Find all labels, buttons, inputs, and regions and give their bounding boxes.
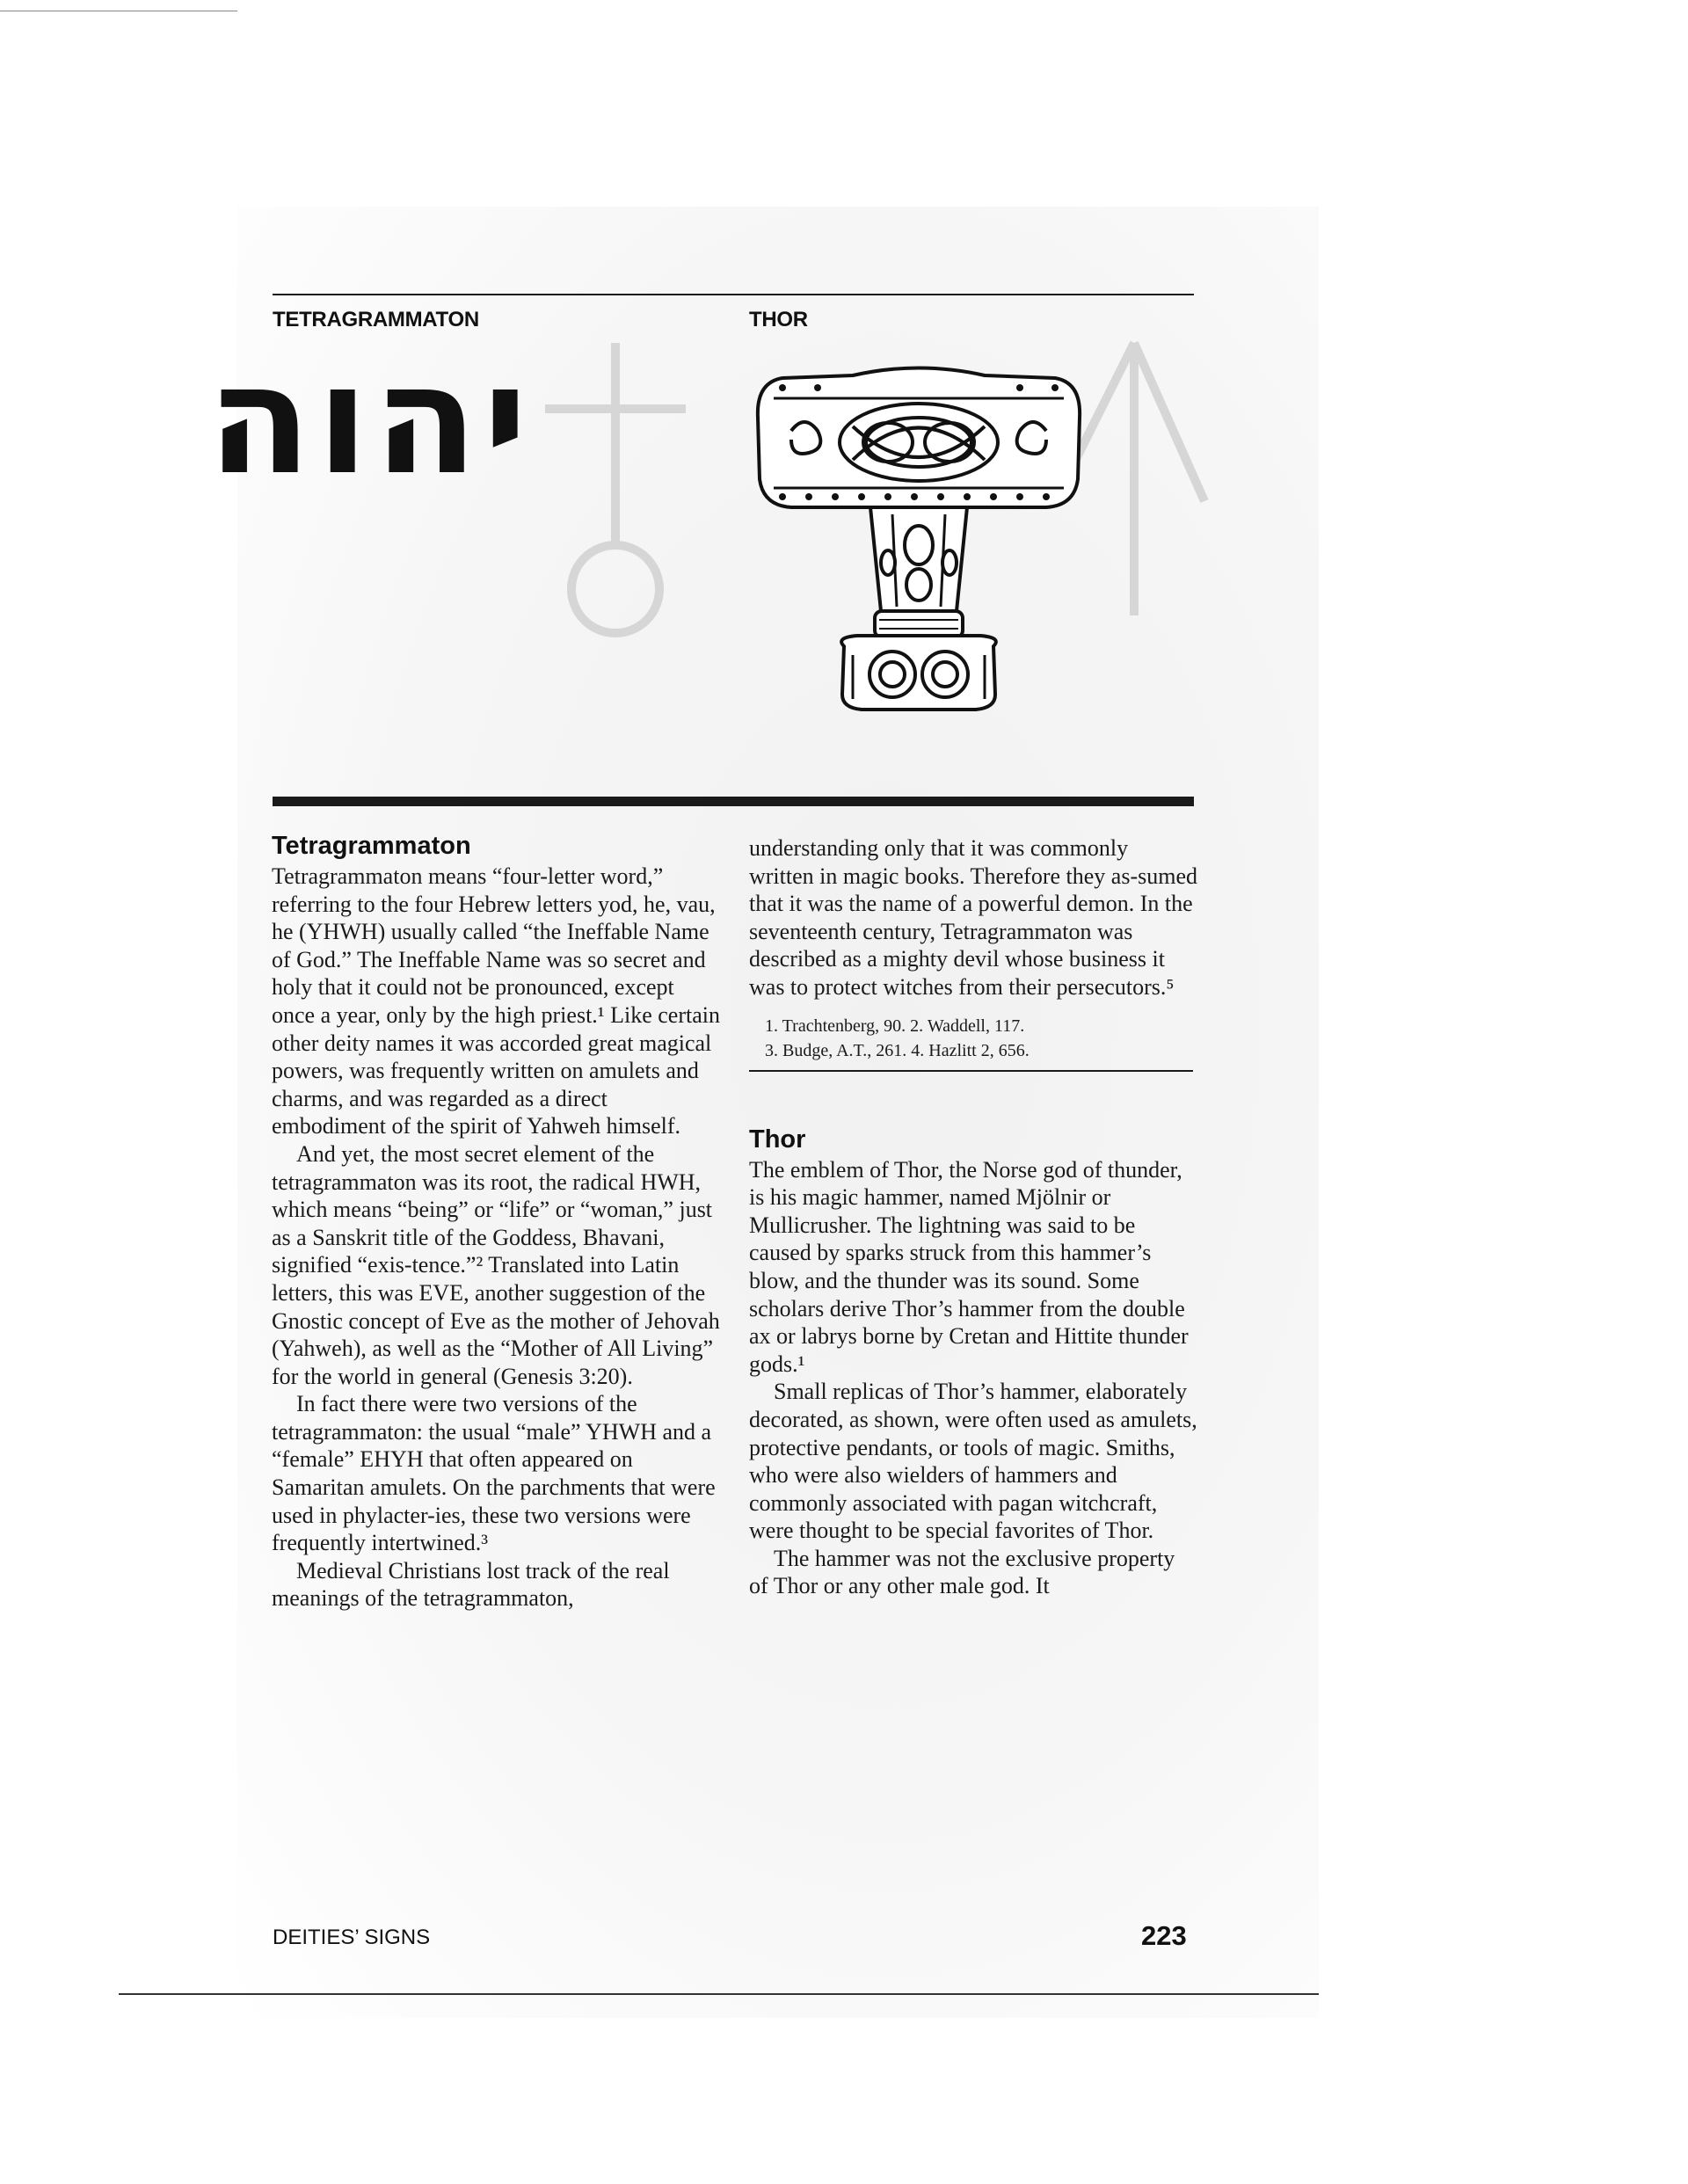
tetragrammaton-notes bbox=[749, 1014, 1197, 1063]
page-number: 223 bbox=[1141, 1920, 1187, 1951]
right-column bbox=[749, 834, 1197, 1600]
scan-bottom-line bbox=[119, 1993, 1319, 1995]
thor-title: Thor bbox=[749, 1125, 806, 1154]
note-line-2: 3. Budge, A.T., 261. 4. Hazlitt 2, 656. bbox=[765, 1040, 1030, 1060]
tetragrammaton-continuation: understanding only that it was commonly written in magic books. Therefore they as-sumed that it was the name of a powerful demon. In the seventeenth century, Tetragrammaton was described as a mighty devil whose business it was to protect witches from their persecutors.⁵ bbox=[749, 835, 1197, 1000]
header-left-label: TETRAGRAMMATON bbox=[273, 308, 479, 331]
header-right-label: THOR bbox=[749, 308, 808, 331]
header-rule bbox=[273, 294, 1194, 295]
tetragrammaton-paragraph-2: And yet, the most secret element of the tetragrammaton was its root, the radical HWH, which means “being” or “life” or “woman,” just as a Sanskrit title of the Goddess, Bhavani, signified “exis-tence.”² Translated into Latin letters, this was EVE, another suggestion of the Gnostic concept of Eve as the mother of Jehovah (Yahweh), as well as the “Mother of All Living” for the world in general (Genesis 3:20). bbox=[272, 1140, 720, 1389]
thor-paragraph-2: Small replicas of Thor’s hammer, elaborately decorated, as shown, were often used as amulets, protective pendants, or tools of magic. Smiths, who were also wielders of hammers and commonly associated with pagan witchcraft, were thought to be special favorites of Thor. bbox=[749, 1379, 1197, 1544]
tetragrammaton-paragraph-1: Tetragrammaton means “four-letter word,” referring to the four Hebrew letters yod, he, vau, he (YHWH) usually called “the Ineffable Name of God.” The Ineffable Name was so secret and holy that it could not be pronounced, except once a year, only by the high priest.¹ Like certain other deity names it was accorded great magical powers, was frequently written on amulets and charms, and was regarded as a direct embodiment of the spirit of Yahweh himself. bbox=[272, 863, 720, 1139]
tetragrammaton-paragraph-4: Medieval Christians lost track of the real meanings of the tetragrammaton, bbox=[272, 1557, 670, 1612]
tetragrammaton-paragraph-3: In fact there were two versions of the tetragrammaton: the usual “male” YHWH and a “female” EHYH that often appeared on Samaritan amulets. On the parchments that were used in phylacter-ies, these two versions were frequently intertwined.³ bbox=[272, 1391, 716, 1556]
section-rule bbox=[273, 797, 1194, 806]
notes-rule bbox=[749, 1070, 1193, 1072]
tetragrammaton-glyphs: יהוה bbox=[207, 331, 533, 508]
thor-paragraph-3: The hammer was not the exclusive property of Thor or any other male god. It bbox=[749, 1545, 1175, 1599]
tetragrammaton-title: Tetragrammaton bbox=[272, 832, 471, 860]
note-line-1: 1. Trachtenberg, 90. 2. Waddell, 117. bbox=[765, 1016, 1025, 1036]
thor-paragraph-1: The emblem of Thor, the Norse god of thunder, is his magic hammer, named Mjölnir or Mullicrusher. The lightning was said to be caused by sparks struck from this hammer’s blow, and the thunder was its sound. Some scholars derive Thor’s hammer from the double ax or labrys borne by Cretan and Hittite thunder gods.¹ bbox=[749, 1156, 1189, 1377]
tetragrammaton-column bbox=[272, 831, 720, 1613]
footer-section-label: DEITIES’ SIGNS bbox=[273, 1926, 431, 1949]
thor-hammer-icon bbox=[747, 356, 1090, 717]
